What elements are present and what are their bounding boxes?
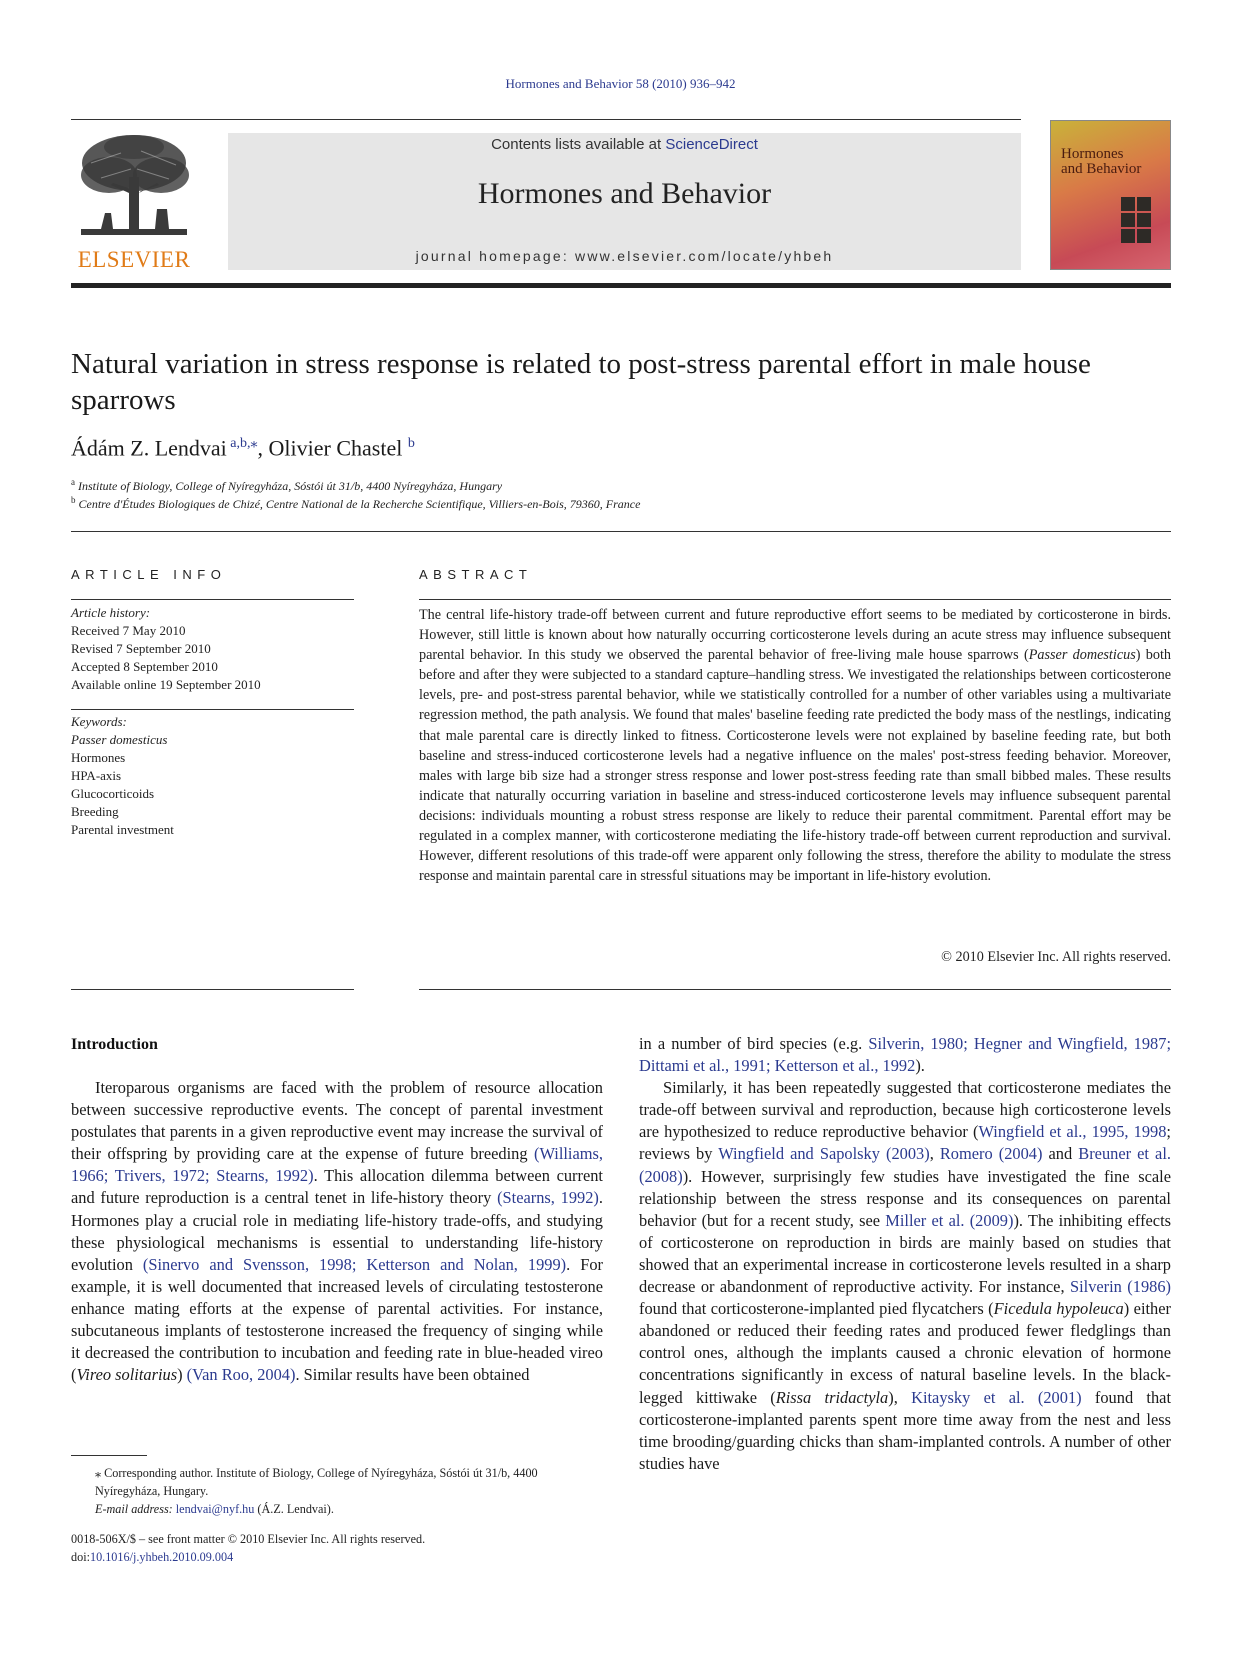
- journal-cover-thumbnail[interactable]: [1050, 120, 1171, 270]
- doi-link[interactable]: 10.1016/j.yhbeh.2010.09.004: [89, 1550, 234, 1564]
- email-label: E-mail address:: [95, 1502, 176, 1516]
- species-name: Passer domesticus: [1028, 647, 1136, 664]
- keyword: Parental investment: [71, 822, 174, 837]
- affiliation-text: Centre d'Études Biologiques de Chizé, Centre National de la Recherche Scientifique, Villiers-en-Bois, 79360, France: [78, 497, 641, 511]
- keyword: Breeding: [71, 804, 119, 819]
- introduction-heading: Introduction: [71, 1036, 158, 1053]
- text: ). However, surprisingly few studies have investigated the fine scale relationship between the stress response and its consequences on parental behavior (but for a recent study, see: [639, 1166, 1171, 1230]
- abstract-heading: ABSTRACT: [419, 567, 533, 582]
- journal-banner: [228, 133, 1021, 270]
- footnote-star: ⁎: [95, 1466, 102, 1480]
- divider: [71, 989, 354, 990]
- body-column-right: [639, 1033, 1171, 1475]
- cover-image-grid: [1121, 197, 1151, 243]
- affiliation-mark: b: [71, 495, 76, 505]
- masthead-top-rule: [71, 119, 1021, 120]
- journal-homepage[interactable]: journal homepage: www.elsevier.com/locate/yhbeh: [415, 248, 834, 264]
- cover-image: [1137, 229, 1151, 243]
- keywords: [71, 713, 351, 839]
- text: ; reviews by: [639, 1122, 1171, 1164]
- cover-title-line-2: and Behavior: [1061, 161, 1142, 177]
- cover-title-line-1: Hormones: [1061, 146, 1124, 162]
- masthead-bottom-rule: [71, 283, 1171, 288]
- article-title: Natural variation in stress response is related to post-stress parental effort in male house sparrows: [71, 348, 1091, 416]
- cover-image: [1137, 197, 1151, 211]
- text: ).: [915, 1056, 925, 1076]
- text: ,: [929, 1144, 940, 1164]
- divider: [419, 989, 1171, 990]
- cover-image: [1121, 197, 1135, 211]
- citation-link[interactable]: (Williams, 1966; Trivers, 1972; Stearns, 1992): [71, 1144, 603, 1186]
- footnote-rule: [71, 1455, 147, 1456]
- history-label: Article history:: [71, 605, 151, 620]
- author-affiliation-marks[interactable]: [227, 436, 258, 451]
- affiliation-text: Institute of Biology, College of Nyíregyháza, Sóstói út 31/b, 4400 Nyíregyháza, Hungary: [78, 479, 503, 493]
- issn-line: 0018-506X/$ – see front matter © 2010 Elsevier Inc. All rights reserved.: [71, 1532, 426, 1546]
- affiliation-mark: a: [71, 477, 75, 487]
- front-matter: [71, 1530, 425, 1566]
- journal-title: Hormones and Behavior: [477, 177, 772, 210]
- cover-image: [1121, 213, 1135, 227]
- doi-line: [71, 1548, 425, 1566]
- abstract-text: [419, 605, 1171, 886]
- text: . Similar results have been obtained: [295, 1365, 530, 1385]
- history-item: Accepted 8 September 2010: [71, 659, 218, 674]
- keywords-label: Keywords:: [71, 714, 127, 729]
- abstract-part: The central life-history trade-off between current and future reproductive effort seems to be mediated by corticosterone in birds. However, still little is known about how naturally occurring corticosterone levels during an acute stress may influence subsequent parental behavior. In this study we observed the parental behavior of free-living male house sparrows (: [419, 607, 1171, 664]
- paragraph: [639, 1033, 1171, 1077]
- citation-link[interactable]: Wingfield et al., 1995, 1998: [978, 1122, 1167, 1142]
- citation-link[interactable]: Miller et al. (2009): [885, 1210, 1014, 1230]
- citation-link[interactable]: (Sinervo and Svensson, 1998; Ketterson and Nolan, 1999): [142, 1254, 567, 1274]
- cover-title: [1061, 147, 1141, 177]
- paragraph: [71, 1077, 603, 1386]
- citation-link[interactable]: Romero (2004): [939, 1144, 1043, 1164]
- text: . For example, it is well documented that increased levels of circulating testosterone enhance mating efforts at the expense of parental activities. For instance, subcutaneous implants of testosterone increased the frequency of singing while it decreased the contribution to incubation and feeding rate in blue-headed vireo (: [71, 1254, 604, 1385]
- cover-image: [1137, 213, 1151, 227]
- footnote-text: Corresponding author. Institute of Biology, College of Nyíregyháza, Sóstói út 31/b, 4400 Nyíregyháza, Hungary.: [95, 1466, 538, 1498]
- citation-link[interactable]: (Stearns, 1992): [497, 1188, 599, 1208]
- text: in a number of bird species (e.g.: [639, 1034, 869, 1053]
- divider: [71, 599, 354, 600]
- text: and: [1042, 1144, 1079, 1164]
- abstract-copyright: © 2010 Elsevier Inc. All rights reserved.: [941, 949, 1171, 965]
- body-column-left: [71, 1077, 603, 1386]
- text: ) either abandoned or reduced their feeding rates and produced fewer fledglings than control ones, although the implants caused a chronic elevation of hormone concentrations significantly in excess of natural baseline levels. In the black-legged kittiwake (: [639, 1299, 1171, 1407]
- text: . Hormones play a crucial role in mediating life-history trade-offs, and studying these physiological mechanisms is essential to understanding life-history evolution: [71, 1188, 603, 1274]
- history-item: Revised 7 September 2010: [71, 641, 211, 656]
- journal-masthead: [71, 119, 1171, 287]
- author-affiliation-marks[interactable]: b: [407, 436, 415, 451]
- contents-line: [228, 136, 1021, 153]
- affiliation: [71, 477, 502, 494]
- article-history: [71, 604, 351, 694]
- footnote-line: [71, 1464, 603, 1500]
- author-name: Ádám Z. Lendvai: [71, 435, 227, 461]
- text: . This allocation dilemma between current and future reproduction is a central tenet in life-history theory: [71, 1166, 603, 1208]
- corresponding-mark: ⁎: [250, 436, 258, 451]
- keyword: HPA-axis: [71, 768, 122, 783]
- history-item: Received 7 May 2010: [71, 623, 186, 638]
- citation-link[interactable]: Wingfield and Sapolsky (2003): [718, 1144, 930, 1164]
- paragraph: [639, 1077, 1171, 1475]
- email-link[interactable]: lendvai@nyf.hu: [175, 1502, 255, 1516]
- elsevier-logo[interactable]: [71, 133, 197, 273]
- elsevier-tree-icon: [71, 133, 197, 245]
- doi-label: doi:: [71, 1550, 90, 1564]
- contents-prefix: Contents lists available at: [491, 136, 666, 153]
- citation-link[interactable]: Silverin (1986): [1069, 1277, 1171, 1297]
- species-name: Vireo solitarius: [76, 1365, 178, 1385]
- cover-image: [1121, 229, 1135, 243]
- corresponding-author-footnote: [71, 1464, 603, 1518]
- citation-link[interactable]: Kitaysky et al. (2001): [911, 1387, 1082, 1407]
- affiliation: [71, 495, 640, 512]
- text: Iteroparous organisms are faced with the problem of resource allocation between successive reproductive events. The concept of parental investment postulates that parents in a given reproductive event may increase the survival of their offspring by providing care at the expense of future breeding: [71, 1078, 603, 1164]
- article-info-heading: ARTICLE INFO: [71, 567, 227, 582]
- email-suffix: (Á.Z. Lendvai).: [254, 1502, 334, 1516]
- author-separator: ,: [257, 435, 269, 461]
- elsevier-wordmark: ELSEVIER: [77, 247, 191, 272]
- citation-link[interactable]: (Van Roo, 2004): [186, 1365, 296, 1385]
- author-name: Olivier Chastel: [268, 435, 403, 461]
- keyword: Glucocorticoids: [71, 786, 155, 801]
- journal-citation[interactable]: Hormones and Behavior 58 (2010) 936–942: [505, 76, 736, 91]
- keyword: Passer domesticus: [71, 732, 168, 747]
- species-name: Rissa tridactyla: [775, 1387, 889, 1407]
- text: ): [177, 1365, 187, 1385]
- keyword: Hormones: [71, 750, 126, 765]
- citation-link[interactable]: Silverin, 1980; Hegner and Wingfield, 1987; Dittami et al., 1991; Ketterson et al., 1992: [639, 1034, 1172, 1076]
- divider: [71, 531, 1171, 532]
- species-name: Ficedula hypoleuca: [993, 1299, 1124, 1319]
- divider: [71, 709, 354, 710]
- sciencedirect-link[interactable]: ScienceDirect: [665, 136, 758, 153]
- divider: [419, 599, 1171, 600]
- abstract-part: ) both before and after they were subjected to a standard capture–handling stress. We investigated the relationships between corticosterone levels, pre- and post-stress parental behavior, while we statistically controlled for a number of other variables using a multivariate regression method, the path analysis. We found that males' baseline feeding rate predicted the body mass of the nestlings, indicating that male parental care is directly linked to fitness. Corticosterone levels were not explained by baseline feeding rate, but both baseline and stress-induced corticosterone levels had a negative influence on the males' post-stress feeding behavior. Moreover, males with large bib size had a stronger stress response and lower post-stress feeding rate than small bibbed males. These results indicate that naturally occurring variation in baseline and stress-induced corticosterone levels may influence subsequent parental decisions: individuals mounting a robust stress response are likely to reduce their parental commitment. Parental effort may be regulated in a complex manner, with corticosterone mediating the life-history trade-off between current reproduction and survival. However, different resolutions of this trade-off were apparent only following the stress, therefore the ability to modulate the stress response and maintain parental care in stressful situations may be important in life-history evolution.: [419, 647, 1172, 885]
- text: found that corticosterone-implanted parents spent more time away from the nest and less time brooding/guarding chicks than sham-implanted controls. A number of other studies have: [639, 1387, 1171, 1473]
- text: ),: [888, 1387, 912, 1407]
- text: ). The inhibiting effects of corticosterone on reproduction in birds are mainly based on studies that showed that an experimental increase in corticosterone levels resulted in a sharp decrease or abandonment of reproductive activity. For instance,: [639, 1210, 1172, 1297]
- text: found that corticosterone-implanted pied flycatchers (: [639, 1299, 994, 1319]
- affiliation-marks: a,b,: [230, 436, 251, 451]
- footnote-email-line: [71, 1500, 603, 1518]
- text: Similarly, it has been repeatedly suggested that corticosterone mediates the trade-off between survival and reproduction, because high corticosterone levels are hypothesized to reduce reproductive behavior (: [639, 1078, 1171, 1142]
- history-item: Available online 19 September 2010: [71, 677, 261, 692]
- citation-link[interactable]: Breuner et al. (2008): [639, 1144, 1171, 1186]
- author-list: [71, 435, 415, 461]
